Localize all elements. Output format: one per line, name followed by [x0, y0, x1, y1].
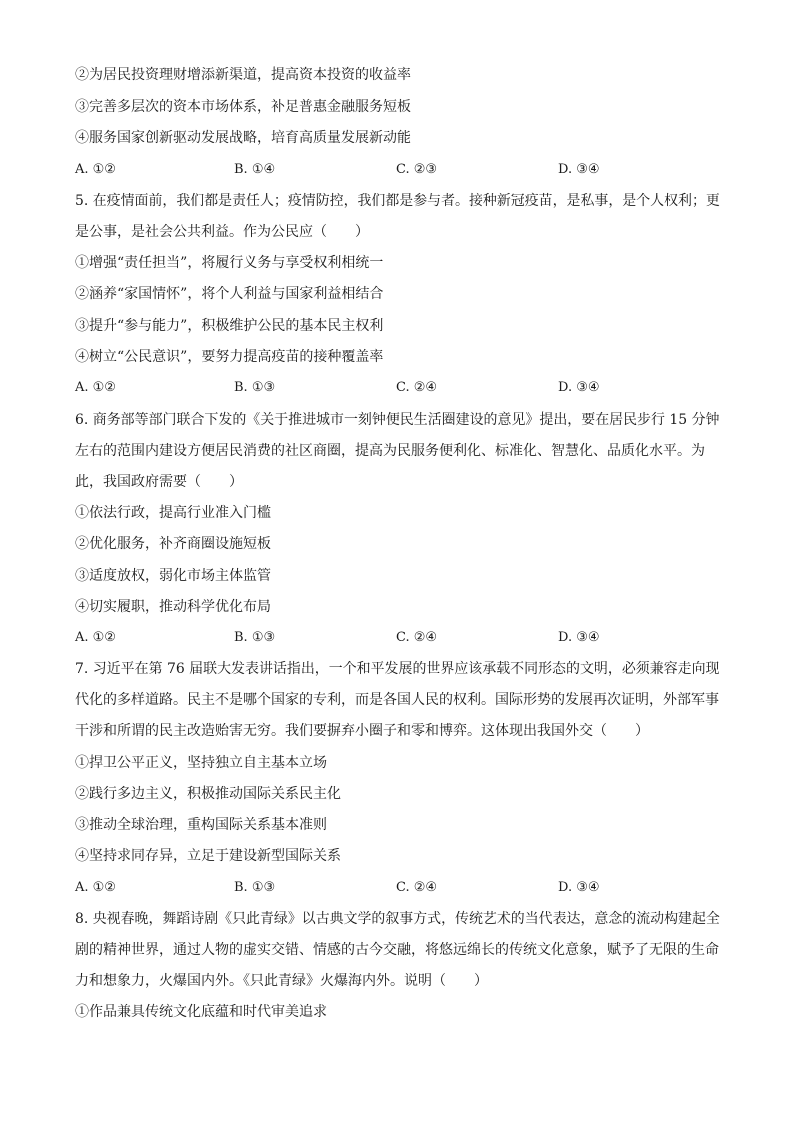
- q5-option-c: C. ②④: [396, 380, 438, 395]
- q4-item-2: ②为居民投资理财增添新渠道，提高资本投资的收益率: [75, 67, 411, 83]
- q5-option-d: D. ③④: [558, 380, 600, 395]
- q6-item-2: ②优化服务，补齐商圈设施短板: [75, 536, 271, 552]
- q4-item-4: ④服务国家创新驱动发展战略，培育高质量发展新动能: [75, 130, 411, 146]
- q7-option-c: C. ②④: [396, 880, 438, 895]
- q5-item-4: ④树立“公民意识”，要努力提高疫苗的接种覆盖率: [75, 349, 384, 365]
- q4-option-a: A. ①②: [75, 162, 116, 177]
- q7-item-2: ②践行多边主义，积极推动国际关系民主化: [75, 786, 341, 802]
- q5-option-a: A. ①②: [75, 380, 116, 395]
- q5-item-3: ③提升“参与能力”，积极维护公民的基本民主权利: [75, 318, 384, 334]
- q7-stem-line-1: 7. 习近平在第 76 届联大发表讲话指出，一个和平发展的世界应该承载不同形态的文明，必须兼容走向现: [75, 661, 720, 677]
- q6-option-c: C. ②④: [396, 630, 438, 645]
- q6-stem-line-2: 左右的范围内建设方便居民消费的社区商圈，提高为民服务便利化、标准化、智慧化、品质化水平。为: [75, 443, 705, 459]
- q4-option-c: C. ②③: [396, 162, 438, 177]
- q6-item-1: ①依法行政，提高行业准入门槛: [75, 505, 271, 521]
- q7-stem-line-3: 干涉和所谓的民主改造贻害无穷。我们要摒弃小圈子和零和博弈。这体现出我国外交（ ）: [75, 723, 649, 739]
- q6-option-d: D. ③④: [558, 630, 600, 645]
- q4-item-3: ③完善多层次的资本市场体系，补足普惠金融服务短板: [75, 99, 411, 115]
- q5-option-b: B. ①③: [234, 380, 276, 395]
- q8-stem-line-3: 力和想象力，火爆国内外。《只此青绿》火爆海内外。说明（ ）: [75, 973, 488, 989]
- q7-option-a: A. ①②: [75, 880, 116, 895]
- q8-stem-line-1: 8. 央视春晚，舞蹈诗剧《只此青绿》以古典文学的叙事方式，传统艺术的当代表达，意念的流动构建起全: [75, 911, 720, 927]
- q7-item-4: ④坚持求同存异，立足于建设新型国际关系: [75, 848, 341, 864]
- q7-stem-line-2: 代化的多样道路。民主不是哪个国家的专利，而是各国人民的权利。国际形势的发展再次证明，外部军事: [75, 692, 719, 708]
- q5-item-1: ①增强“责任担当”，将履行义务与享受权利相统一: [75, 255, 384, 271]
- q5-item-2: ②涵养“家国情怀”，将个人利益与国家利益相结合: [75, 286, 384, 302]
- q7-option-b: B. ①③: [234, 880, 276, 895]
- q6-stem-line-1: 6. 商务部等部门联合下发的《关于推进城市一刻钟便民生活圈建设的意见》提出，要在居民步行 15 分钟: [75, 412, 720, 428]
- q4-option-b: B. ①④: [234, 162, 276, 177]
- q6-item-4: ④切实履职，推动科学优化布局: [75, 599, 271, 615]
- q7-option-d: D. ③④: [558, 880, 600, 895]
- q6-stem-line-3: 此，我国政府需要（ ）: [75, 474, 243, 490]
- q6-item-3: ③适度放权，弱化市场主体监管: [75, 568, 271, 584]
- q7-item-3: ③推动全球治理，重构国际关系基本准则: [75, 817, 327, 833]
- q5-stem-line-2: 是公事，是社会公共利益。作为公民应（ ）: [75, 224, 369, 240]
- q8-item-1: ①作品兼具传统文化底蕴和时代审美追求: [75, 1004, 327, 1020]
- q8-stem-line-2: 剧的精神世界，通过人物的虚实交错、情感的古今交融，将悠远绵长的传统文化意象，赋予了无限的生命: [75, 942, 719, 958]
- q6-option-b: B. ①③: [234, 630, 276, 645]
- q7-item-1: ①捍卫公平正义，坚持独立自主基本立场: [75, 755, 327, 771]
- q6-option-a: A. ①②: [75, 630, 116, 645]
- q4-option-d: D. ③④: [558, 162, 600, 177]
- q5-stem-line-1: 5. 在疫情面前，我们都是责任人；疫情防控，我们都是参与者。接种新冠疫苗，是私事，是个人权利；更: [75, 193, 720, 209]
